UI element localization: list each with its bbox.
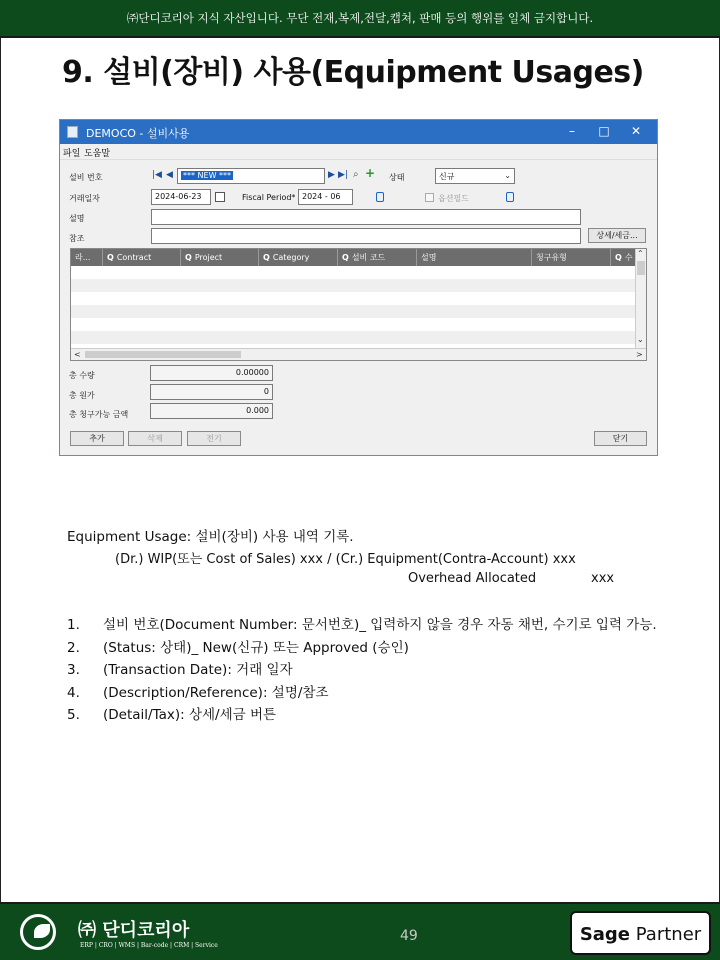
scroll-left-icon[interactable]: <: [74, 350, 81, 359]
search-icon: Q: [107, 253, 114, 262]
footer-bar: [0, 902, 720, 960]
zoom-icon[interactable]: [376, 192, 384, 202]
first-record-icon[interactable]: |◀: [152, 170, 162, 180]
company-name: ㈜ 단디코리아: [78, 920, 190, 941]
grid-horizontal-scrollbar[interactable]: [71, 348, 647, 360]
table-row[interactable]: [71, 266, 637, 279]
list-item: 1. 설비 번호(Document Number: 문서번호)_ 입력하지 않을 경우 자동 채번, 수기로 입력 가능.: [67, 617, 657, 633]
list-item: 2. (Status: 상태)_ New(신규) 또는 Approved (승인): [67, 639, 409, 656]
detail-tax-button[interactable]: 상세/세금...: [588, 228, 646, 243]
status-label: 상태: [389, 173, 405, 182]
new-record-icon[interactable]: +: [365, 166, 376, 180]
equipment-usage-window: [59, 119, 658, 456]
grid-col-line[interactable]: 라...: [71, 249, 103, 266]
intro-text: Equipment Usage: 설비(장비) 사용 내역 기록.: [67, 529, 354, 545]
grid-vertical-scrollbar[interactable]: [635, 249, 646, 349]
reference-field[interactable]: [151, 228, 581, 244]
overhead-label: Overhead Allocated: [408, 571, 537, 586]
copyright-notice: ㈜단디코리아 지식 자산입니다. 무단 전재,복제,전달,캡쳐, 판매 등의 행위를 일체 금지합니다.: [126, 11, 594, 25]
prev-record-icon[interactable]: ◀: [166, 170, 173, 180]
reference-label: 참조: [69, 234, 85, 243]
delete-button[interactable]: 삭제: [128, 431, 182, 446]
total-cost-label: 총 원가: [69, 391, 95, 400]
transaction-date-field[interactable]: 2024-06-23: [151, 189, 211, 205]
grid-col-category[interactable]: Q Category: [259, 249, 338, 266]
page-number: 49: [400, 928, 418, 944]
search-icon: Q: [263, 253, 270, 262]
search-icon: Q: [342, 253, 349, 262]
scroll-right-icon[interactable]: >: [636, 350, 643, 359]
search-icon: Q: [185, 253, 192, 262]
window-title: DEMOCO - 설비사용: [86, 127, 190, 140]
doc-number-value: *** NEW ***: [183, 171, 232, 180]
sage-partner-text: Sage Partner: [579, 924, 702, 945]
doc-number-field[interactable]: [177, 168, 325, 184]
menu-file[interactable]: 파일: [63, 149, 81, 159]
app-icon: [67, 126, 78, 138]
add-button[interactable]: 추가: [70, 431, 124, 446]
grid-header: [71, 249, 637, 266]
detail-grid[interactable]: [70, 248, 647, 361]
close-button[interactable]: 닫기: [594, 431, 647, 446]
total-quantity-label: 총 수량: [69, 371, 95, 380]
list-item: 5. (Detail/Tax): 상세/세금 버튼: [67, 707, 277, 723]
total-billable-label: 총 청구가능 금액: [69, 410, 129, 419]
table-row[interactable]: [71, 279, 637, 292]
description-label: 설명: [69, 214, 85, 223]
last-record-icon[interactable]: ▶|: [338, 170, 348, 180]
grid-col-description[interactable]: 설명: [417, 249, 532, 266]
chevron-down-icon: ⌄: [504, 171, 511, 180]
minimize-button[interactable]: –: [569, 124, 575, 138]
grid-col-extra[interactable]: Q 수: [611, 249, 637, 266]
transaction-date-label: 거래일자: [69, 194, 100, 203]
table-row[interactable]: [71, 292, 637, 305]
post-button[interactable]: 전기: [187, 431, 241, 446]
table-row[interactable]: [71, 305, 637, 318]
menu-help[interactable]: 도움말: [84, 149, 111, 159]
fiscal-period-label: Fiscal Period*: [242, 193, 296, 202]
doc-number-label: 설비 번호: [69, 173, 103, 182]
list-item: 4. (Description/Reference): 설명/참조: [67, 684, 329, 701]
window-titlebar: [60, 120, 657, 144]
description-field[interactable]: [151, 209, 581, 225]
table-row[interactable]: [71, 331, 637, 344]
status-value: 신규: [439, 172, 455, 181]
scroll-up-icon[interactable]: ⌃: [637, 249, 644, 258]
list-item: 3. (Transaction Date): 거래 일자: [67, 662, 293, 678]
horizontal-scroll-thumb[interactable]: [85, 351, 241, 358]
fiscal-period-field[interactable]: 2024 - 06: [298, 189, 353, 205]
status-select[interactable]: [435, 168, 515, 184]
sage-partner-logo: [570, 911, 711, 955]
journal-entry-text: (Dr.) WIP(또는 Cost of Sales) xxx / (Cr.) Equipment(Contra-Account) xxx: [115, 552, 576, 567]
finder-search-icon[interactable]: ⌕: [353, 169, 359, 180]
company-services: ERP | CRO | WMS | Bar-code | CRM | Service: [80, 942, 218, 949]
overhead-value: xxx: [591, 571, 615, 586]
field-explanation-list: [67, 616, 697, 729]
scroll-down-icon[interactable]: ⌄: [637, 335, 644, 344]
grid-col-equipment-code[interactable]: Q 설비 코드: [338, 249, 417, 266]
table-row[interactable]: [71, 318, 637, 331]
search-icon: Q: [615, 253, 622, 262]
grid-col-project[interactable]: Q Project: [181, 249, 259, 266]
optional-fields-zoom-icon[interactable]: [506, 192, 514, 202]
grid-col-billing-type[interactable]: 청구유형: [532, 249, 611, 266]
total-cost-value: 0: [150, 384, 273, 400]
optional-fields-label: 옵션필드: [438, 194, 469, 203]
menu-bar: [60, 144, 657, 160]
calendar-icon[interactable]: [215, 192, 225, 202]
grid-col-contract[interactable]: Q Contract: [103, 249, 181, 266]
slide-title: 9. 설비(장비) 사용(Equipment Usages): [62, 55, 644, 90]
total-billable-value: 0.000: [150, 403, 273, 419]
total-quantity-value: 0.00000: [150, 365, 273, 381]
vertical-scroll-thumb[interactable]: [637, 261, 645, 275]
next-record-icon[interactable]: ▶: [328, 170, 335, 180]
close-window-button[interactable]: ✕: [630, 124, 642, 138]
optional-fields-checkbox[interactable]: [425, 193, 434, 202]
top-notice-bar: [0, 0, 720, 38]
maximize-button[interactable]: □: [598, 124, 610, 138]
